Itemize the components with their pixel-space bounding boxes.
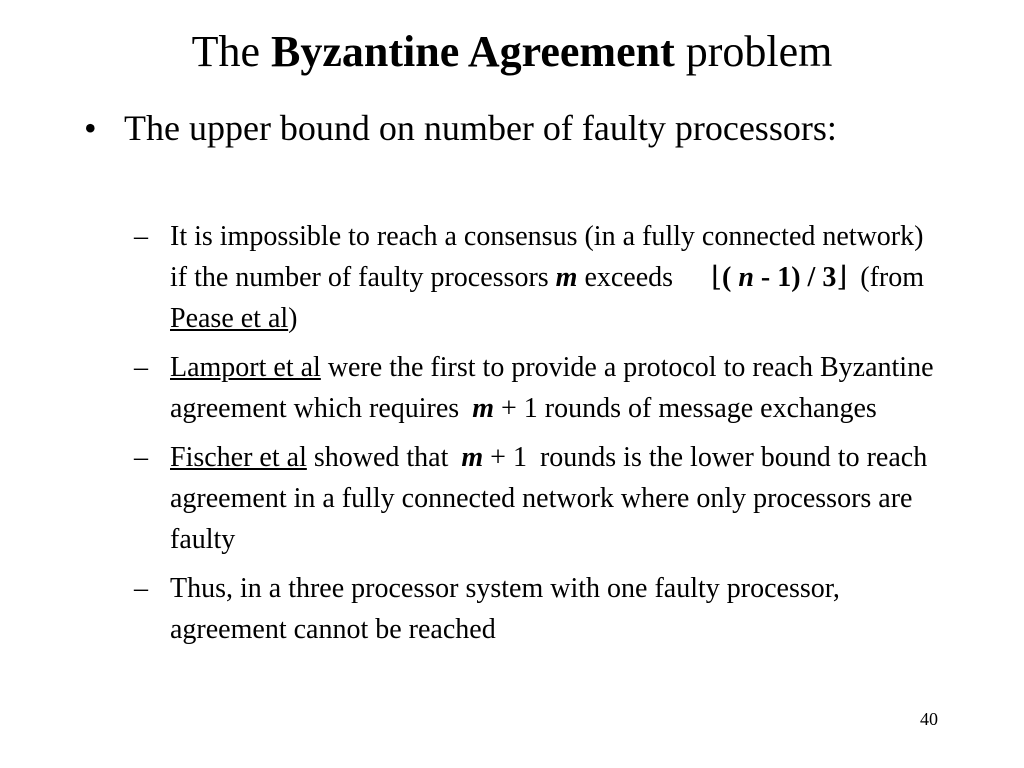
bullet-marker: • — [84, 108, 97, 148]
dash-marker: – — [134, 221, 148, 252]
plus-one: + 1 — [493, 393, 538, 424]
dash-marker: – — [134, 442, 148, 473]
reference-fischer[interactable]: Fischer et al — [170, 442, 307, 473]
reference-pease[interactable]: Pease et al — [170, 303, 289, 334]
main-bullet — [84, 103, 944, 153]
dash-marker: – — [134, 573, 148, 604]
sub-bullet-list — [134, 216, 934, 658]
fischer-text-b: rounds is the lower bound to reach agreement in a fully connected network where only processors are faulty — [170, 442, 928, 555]
floor-open: ( — [722, 262, 739, 293]
title-suffix: problem — [674, 27, 833, 76]
title-emphasis: Byzantine Agreement — [271, 27, 675, 76]
main-bullet-text: The upper bound on number of faulty processors: — [124, 108, 837, 148]
sub-bullet-fischer — [134, 437, 934, 560]
reference-lamport[interactable]: Lamport et al — [170, 352, 321, 383]
plus-one: + 1 — [483, 442, 527, 473]
sub-bullet-three-processor — [134, 568, 934, 650]
variable-m: m — [555, 262, 578, 293]
sub-bullet-impossibility — [134, 216, 934, 339]
three-processor-text: Thus, in a three processor system with one faulty processor, agreement cannot be reached — [170, 573, 840, 645]
variable-m: m — [472, 393, 494, 424]
dash-marker: – — [134, 352, 148, 383]
impossibility-text-a: It is impossible to reach a consensus (in a fully connected network) if the number of faulty processors — [170, 221, 924, 293]
floor-expression — [711, 262, 847, 293]
floor-rest: - 1) / 3 — [753, 262, 837, 293]
impossibility-text-c: (from — [853, 262, 925, 293]
lamport-text-a: were the first to provide a protocol to reach Byzantine agreement which requires — [170, 352, 934, 424]
variable-m: m — [461, 442, 484, 473]
page-number: 40 — [920, 709, 938, 729]
title-prefix: The — [191, 27, 272, 76]
lamport-text-b: rounds of message exchanges — [537, 393, 877, 424]
floor-right-bracket: ⌋ — [836, 262, 848, 293]
slide-title — [0, 24, 1024, 80]
variable-n: n — [738, 262, 754, 293]
fischer-text-a: showed that — [306, 442, 456, 473]
impossibility-text-b: exceeds — [577, 262, 674, 293]
impossibility-text-d: ) — [288, 303, 298, 334]
sub-bullet-lamport — [134, 347, 934, 429]
floor-left-bracket: ⌊ — [711, 262, 722, 293]
